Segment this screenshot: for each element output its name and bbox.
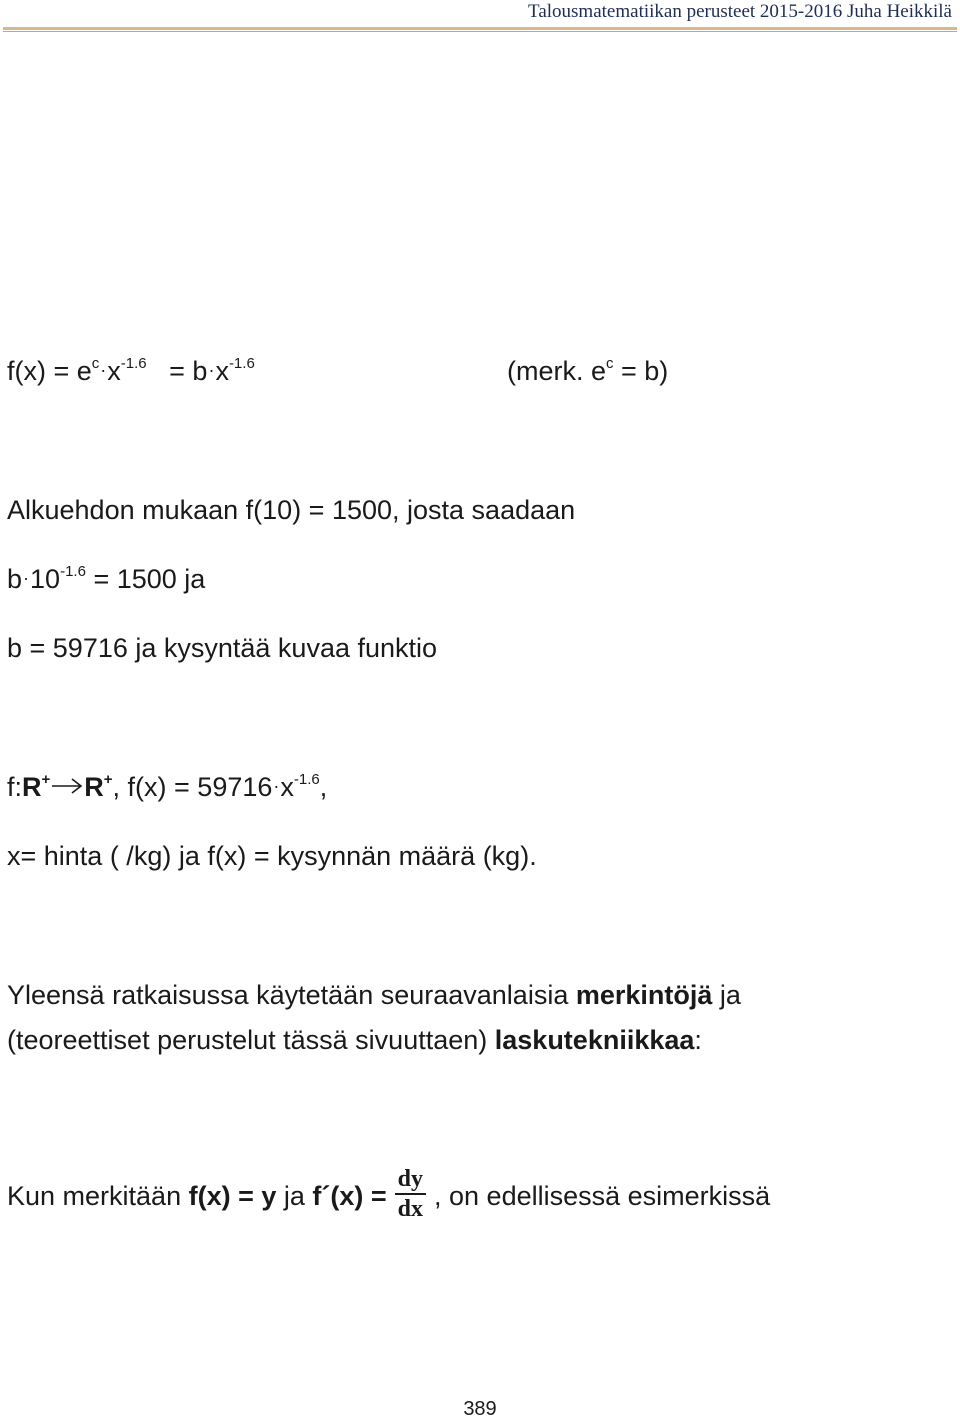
- eq-b-exponent: -1.6: [60, 563, 86, 580]
- equation-note: [507, 354, 668, 393]
- paragraph-variables: x= hinta ( /kg) ja f(x) = kysynnän määrä (kg).: [7, 841, 537, 871]
- eq-exponent-2: -1.6: [228, 355, 255, 372]
- function-definition: [7, 770, 327, 809]
- fd-x: x: [280, 772, 294, 802]
- paragraph-b-value: b = 59716 ja kysyntää kuvaa funktio: [7, 633, 438, 663]
- multiplication-dot: ·: [208, 360, 215, 380]
- note-superscript: c: [606, 355, 614, 372]
- arrow-icon: [50, 776, 84, 796]
- fd-R1: R: [22, 772, 42, 802]
- notation-bold: merkintöjä: [575, 980, 713, 1010]
- fd-plus1: +: [41, 771, 51, 788]
- equation-b: [7, 562, 205, 601]
- paragraph-derivative: [7, 1166, 770, 1227]
- fd-f: f:: [7, 772, 23, 802]
- fraction-denominator: dx: [395, 1193, 426, 1223]
- multiplication-dot: ·: [23, 568, 30, 588]
- eq-exponent: -1.6: [120, 355, 147, 372]
- deriv-text-d: , on edellisessä esimerkissä: [434, 1181, 771, 1211]
- running-header: Talousmatematiikan perusteet 2015-2016 Juha Heikkilä: [528, 1, 952, 22]
- fd-mid: , f(x) = 59716: [112, 772, 273, 802]
- fd-plus2: +: [103, 771, 113, 788]
- multiplication-dot: ·: [273, 776, 280, 796]
- eq-b: = b: [146, 356, 208, 386]
- eq-ten: 10: [30, 564, 61, 594]
- paragraph-initial-condition: Alkuehdon mukaan f(10) = 1500, josta saadaan: [7, 495, 576, 525]
- fd-end: ,: [319, 772, 328, 802]
- deriv-text-a: Kun merkitään: [7, 1181, 189, 1211]
- notation-text-c: ja: [712, 980, 741, 1010]
- eq-fx: f(x) = e: [7, 356, 92, 386]
- notation-text-a: Yleensä ratkaisussa käytetään seuraavanlaisia: [7, 980, 576, 1010]
- header-rule: [3, 27, 957, 30]
- eq-x2: x: [215, 356, 229, 386]
- eq-x: x: [107, 356, 121, 386]
- multiplication-dot: ·: [100, 360, 107, 380]
- dy-dx-fraction: [395, 1165, 426, 1223]
- deriv-text-c: ja: [276, 1181, 313, 1211]
- note-end: = b): [613, 356, 669, 386]
- deriv-bold-2: f´(x) =: [312, 1181, 387, 1211]
- fd-exponent: -1.6: [293, 771, 320, 788]
- paragraph-notation-2: [7, 1023, 702, 1057]
- deriv-bold-1: f(x) = y: [188, 1181, 277, 1211]
- fraction-numerator: dy: [397, 1165, 424, 1192]
- page-number: 389: [463, 1398, 497, 1420]
- eq-c-superscript: c: [91, 355, 100, 372]
- eq-b-var: b: [7, 564, 23, 594]
- equation-model: [7, 354, 255, 393]
- paragraph-notation-1: [7, 978, 741, 1012]
- technique-bold: laskutekniikkaa: [494, 1025, 695, 1055]
- technique-text-c: :: [694, 1025, 702, 1055]
- technique-text-a: (teoreettiset perustelut tässä sivuuttaen): [7, 1025, 495, 1055]
- eq-b-rest: = 1500 ja: [85, 564, 206, 594]
- note-text: (merk. e: [507, 356, 607, 386]
- header-rule-thin: [3, 31, 957, 32]
- fd-R2: R: [84, 772, 104, 802]
